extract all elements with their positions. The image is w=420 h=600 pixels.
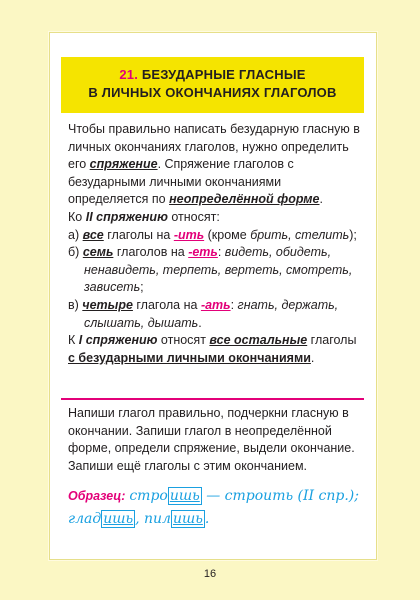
rule-paragraph-1: Чтобы правильно написать безударную гласную в личных окончаниях глаголов, нужно определить его спряжение. Спряжение глаголов с безударными личными окончаниями определяется по неопределённой форме.	[68, 122, 360, 207]
rule-item-c: в) четыре глагола на -ать: гнать, держать, слышать, дышать.	[68, 297, 339, 330]
section-title	[61, 57, 364, 113]
term-infinitive: неопределённой форме	[169, 192, 320, 207]
rule-paragraph-3: К I спряжению относят все остальные глаголы с безударными личными окончаниями.	[68, 333, 357, 365]
ending-box: ишь	[172, 511, 203, 527]
rule-text	[68, 121, 364, 367]
sample-label: Образец:	[68, 489, 126, 503]
task-text: Напиши глагол правильно, подчеркни гласную в окончании. Запиши глагол в неопределённой форме, определи спряжение, выдели окончание. Запиши ещё глаголы с этим окончанием.	[68, 406, 355, 473]
sample-block	[68, 484, 364, 530]
ending-box: ишь	[169, 488, 200, 504]
divider	[61, 398, 364, 400]
title-text-1: БЕЗУДАРНЫЕ ГЛАСНЫЕ	[141, 67, 306, 82]
page-number: 16	[203, 568, 217, 580]
sample-handwriting: стро ишь — строить (II спр.); глад ишь , пил ишь .	[68, 488, 359, 527]
ending-box: ишь	[103, 511, 134, 527]
title-line-1	[61, 67, 364, 82]
rule-item-a: а) все глаголы на -ить (кроме брить, стелить);	[68, 227, 357, 242]
title-line-2: В ЛИЧНЫХ ОКОНЧАНИЯХ ГЛАГОЛОВ	[88, 85, 337, 100]
section-number: 21.	[119, 67, 139, 82]
rule-paragraph-2: Ко II спряжению относят:	[68, 209, 220, 224]
term-conjugation: спряжение	[89, 157, 158, 172]
rule-item-b: б) семь глаголов на -еть: видеть, обидеть, ненавидеть, терпеть, вертеть, смотреть, зависеть;	[68, 245, 353, 295]
